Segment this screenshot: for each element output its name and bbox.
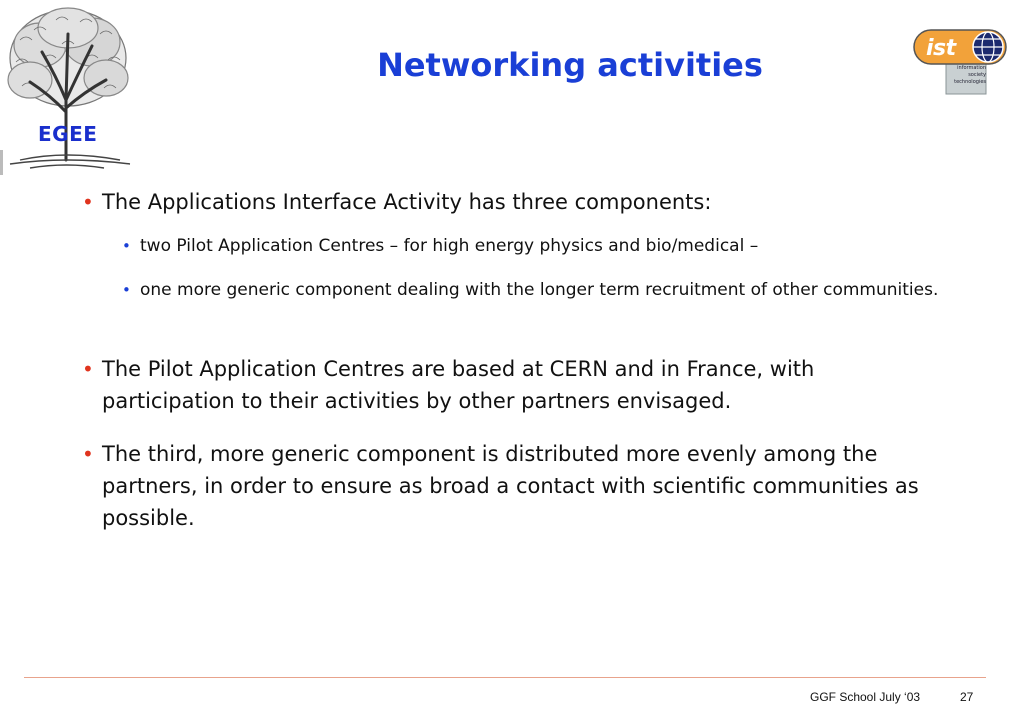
footer-rule [24,677,986,678]
sub-bullet-text: two Pilot Application Centres – for high energy physics and bio/medical – [140,236,759,256]
tree-icon [0,0,140,175]
sub-bullet-marker: • [122,281,131,299]
bullet-marker: • [82,442,94,466]
bullet-item [82,353,952,417]
footer-event: GGF School July ‘03 [810,690,921,704]
sub-bullet-text: one more generic component dealing with the longer term recruitment of other communities. [140,280,939,300]
bullet-text: The third, more generic component is distributed more evenly among the partners, in order to ensure as broad a contact with scientific communities as possible. [102,442,919,530]
ist-logo [912,22,1012,97]
sub-bullet-item [122,232,960,260]
bullet-text: The Pilot Application Centres are based at CERN and in France, with participation to their activities by other partners envisaged. [102,357,815,413]
bullet-text: The Applications Interface Activity has three components: [102,190,712,214]
bullet-marker: • [82,357,94,381]
page-number: 27 [960,690,974,704]
bullet-item [82,186,962,218]
sub-bullet-marker: • [122,237,131,255]
bullet-marker: • [82,190,94,214]
egee-logo-text: EGEE [38,122,98,146]
egee-logo [0,0,140,175]
slide-title: Networking activities [377,46,763,84]
bullet-item [82,438,952,534]
ist-logo-subtitle: information society technologies [954,65,986,85]
sub-bullet-item [122,276,950,304]
ist-logo-text: ist [926,36,956,61]
